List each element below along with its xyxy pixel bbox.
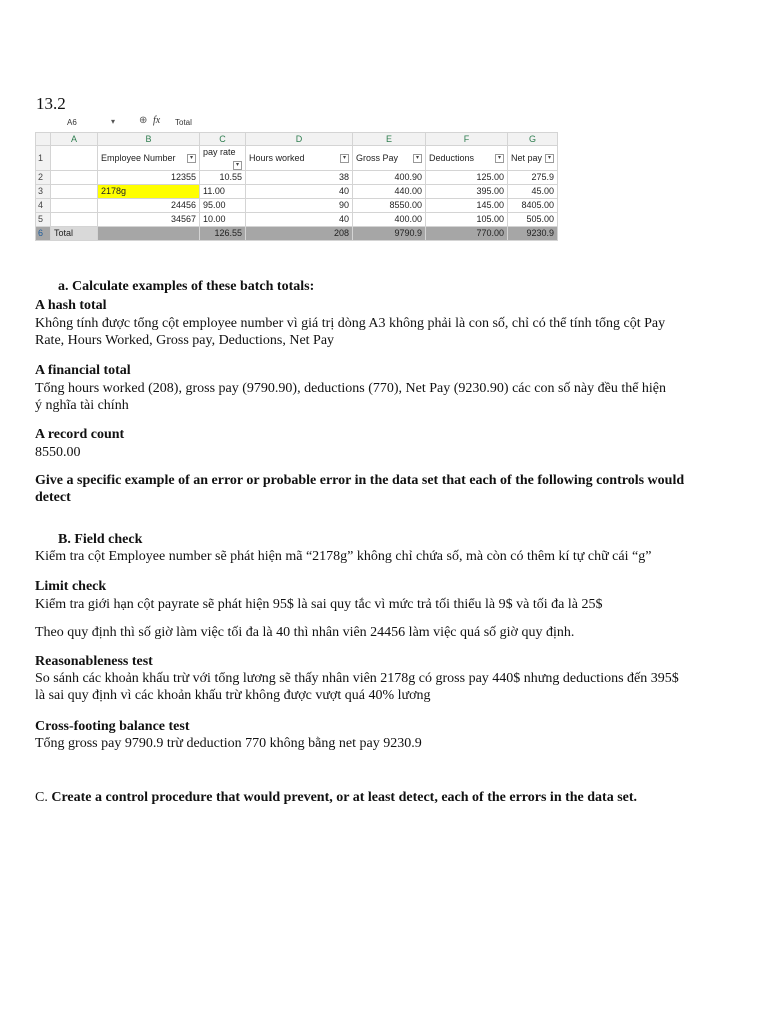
- formula-bar: [35, 115, 557, 132]
- field-check-title: B. Field check: [58, 532, 143, 547]
- cell[interactable]: 8550.00: [353, 199, 426, 213]
- limit-check-title: Limit check: [35, 579, 107, 594]
- part-c-text: Create a control procedure that would prevent, or at least detect, each of the errors in the data set.: [51, 790, 638, 805]
- row-number: 6: [36, 227, 51, 241]
- header-label: Net pay: [511, 152, 543, 163]
- row-number: 4: [36, 199, 51, 213]
- table-row: [36, 213, 558, 227]
- table-row: [36, 199, 558, 213]
- part-c-line: [35, 789, 725, 806]
- cell[interactable]: 395.00: [426, 185, 508, 199]
- empty-cell: [51, 146, 98, 171]
- header-cell: [353, 146, 426, 171]
- cell[interactable]: 10.55: [200, 171, 246, 185]
- data-table: [35, 132, 558, 241]
- row-number: 1: [36, 146, 51, 171]
- cell[interactable]: 11.00: [200, 185, 246, 199]
- col-letter: F: [426, 133, 508, 146]
- financial-total-title: A financial total: [35, 363, 131, 378]
- highlighted-cell[interactable]: 2178g: [98, 185, 200, 199]
- reasonableness-title: Reasonableness test: [35, 654, 153, 669]
- cell[interactable]: 275.9: [508, 171, 558, 185]
- cell[interactable]: [98, 227, 200, 241]
- header-row: [36, 146, 558, 171]
- header-cell: [200, 146, 246, 171]
- filter-dropdown-icon[interactable]: ▾: [495, 154, 504, 163]
- cell[interactable]: 770.00: [426, 227, 508, 241]
- zoom-icon: ⊕: [139, 115, 148, 126]
- total-row: [36, 227, 558, 241]
- col-letter: C: [200, 133, 246, 146]
- cell[interactable]: 126.55: [200, 227, 246, 241]
- cell[interactable]: 145.00: [426, 199, 508, 213]
- filter-dropdown-icon[interactable]: ▾: [187, 154, 196, 163]
- total-label-cell[interactable]: Total: [51, 227, 98, 241]
- row-number: 2: [36, 171, 51, 185]
- cell[interactable]: 400.00: [353, 213, 426, 227]
- cell[interactable]: 105.00: [426, 213, 508, 227]
- cell[interactable]: 400.90: [353, 171, 426, 185]
- limit-check-text-2: Theo quy định thì số giờ làm việc tối đa là 40 thì nhân viên 24456 làm việc quá số giờ quy định.: [35, 625, 575, 640]
- formula-value: Total: [175, 118, 192, 127]
- section-number: 13.2: [36, 94, 66, 113]
- cell[interactable]: 95.00: [200, 199, 246, 213]
- header-label: Hours worked: [249, 152, 305, 163]
- cross-footing-text: Tổng gross pay 9790.9 trừ deduction 770 không bằng net pay 9230.9: [35, 736, 422, 751]
- cell[interactable]: 38: [246, 171, 353, 185]
- cell[interactable]: 40: [246, 185, 353, 199]
- field-check-text: Kiểm tra cột Employee number sẽ phát hiện mã “2178g” không chỉ chứa số, mà còn có thêm kí tự chữ cái “g”: [35, 549, 652, 564]
- cell[interactable]: 10.00: [200, 213, 246, 227]
- hash-total-title: A hash total: [35, 298, 107, 313]
- name-box-dropdown-icon: ▾: [111, 117, 116, 126]
- col-letter: G: [508, 133, 558, 146]
- part-c-prefix: C.: [35, 790, 48, 805]
- empty-cell: [51, 185, 98, 199]
- header-cell: [426, 146, 508, 171]
- cell[interactable]: 90: [246, 199, 353, 213]
- header-label: pay rate: [203, 147, 236, 157]
- empty-cell: [51, 199, 98, 213]
- col-letter: B: [98, 133, 200, 146]
- question-text: Give a specific example of an error or probable error in the data set that each of the following controls would detect: [35, 473, 685, 505]
- cell[interactable]: 9230.9: [508, 227, 558, 241]
- cell[interactable]: 45.00: [508, 185, 558, 199]
- cell[interactable]: 125.00: [426, 171, 508, 185]
- cell[interactable]: 40: [246, 213, 353, 227]
- record-count-text: 8550.00: [35, 445, 81, 460]
- header-cell: [508, 146, 558, 171]
- hash-total-text: Không tính được tổng cột employee number vì giá trị dòng A3 không phải là con số, chỉ có thể tính tổng cột Pay Rate, Hours Worked, Gross pay, Deductions, Net Pay: [35, 316, 666, 348]
- reasonableness-text: So sánh các khoản khấu trừ với tổng lương sẽ thấy nhân viên 2178g có gross pay 440$ nhưng deductions đến 395$ là sai quy định vì các khoản khấu trừ không được vượt quá 40% lương: [35, 671, 679, 703]
- financial-total-text: Tổng hours worked (208), gross pay (9790.90), deductions (770), Net Pay (9230.90) các con số này đều thể hiện ý nghĩa tài chính: [35, 381, 667, 413]
- cross-footing-title: Cross-footing balance test: [35, 719, 190, 734]
- cell[interactable]: 12355: [98, 171, 200, 185]
- cell[interactable]: 8405.00: [508, 199, 558, 213]
- cell[interactable]: 24456: [98, 199, 200, 213]
- spreadsheet-snippet: [35, 115, 557, 241]
- fx-icon: fx: [153, 115, 161, 126]
- filter-dropdown-icon[interactable]: ▾: [545, 154, 554, 163]
- row-number: 5: [36, 213, 51, 227]
- cell[interactable]: 208: [246, 227, 353, 241]
- cell[interactable]: 505.00: [508, 213, 558, 227]
- record-count-title: A record count: [35, 427, 125, 442]
- col-letter: A: [51, 133, 98, 146]
- header-label: Gross Pay: [356, 152, 399, 163]
- header-cell: [98, 146, 200, 171]
- cell[interactable]: 440.00: [353, 185, 426, 199]
- filter-dropdown-icon[interactable]: ▾: [413, 154, 422, 163]
- empty-cell: [51, 171, 98, 185]
- col-letter: D: [246, 133, 353, 146]
- column-letters-row: [36, 133, 558, 146]
- header-cell: [246, 146, 353, 171]
- row-number: 3: [36, 185, 51, 199]
- cell[interactable]: 34567: [98, 213, 200, 227]
- filter-dropdown-icon[interactable]: ▾: [340, 154, 349, 163]
- header-label: Deductions: [429, 152, 475, 163]
- col-letter: E: [353, 133, 426, 146]
- filter-dropdown-icon[interactable]: ▾: [233, 161, 242, 170]
- table-row: [36, 185, 558, 199]
- table-row: [36, 171, 558, 185]
- empty-cell: [51, 213, 98, 227]
- part-a-title: a. Calculate examples of these batch totals:: [58, 279, 315, 294]
- corner-cell: [36, 133, 51, 146]
- cell[interactable]: 9790.9: [353, 227, 426, 241]
- header-label: Employee Number: [101, 152, 176, 163]
- limit-check-text: Kiểm tra giới hạn cột payrate sẽ phát hiện 95$ là sai quy tắc vì mức trả tối thiểu là 9$ và tối đa là 25$: [35, 597, 603, 612]
- name-box: A6: [67, 118, 77, 127]
